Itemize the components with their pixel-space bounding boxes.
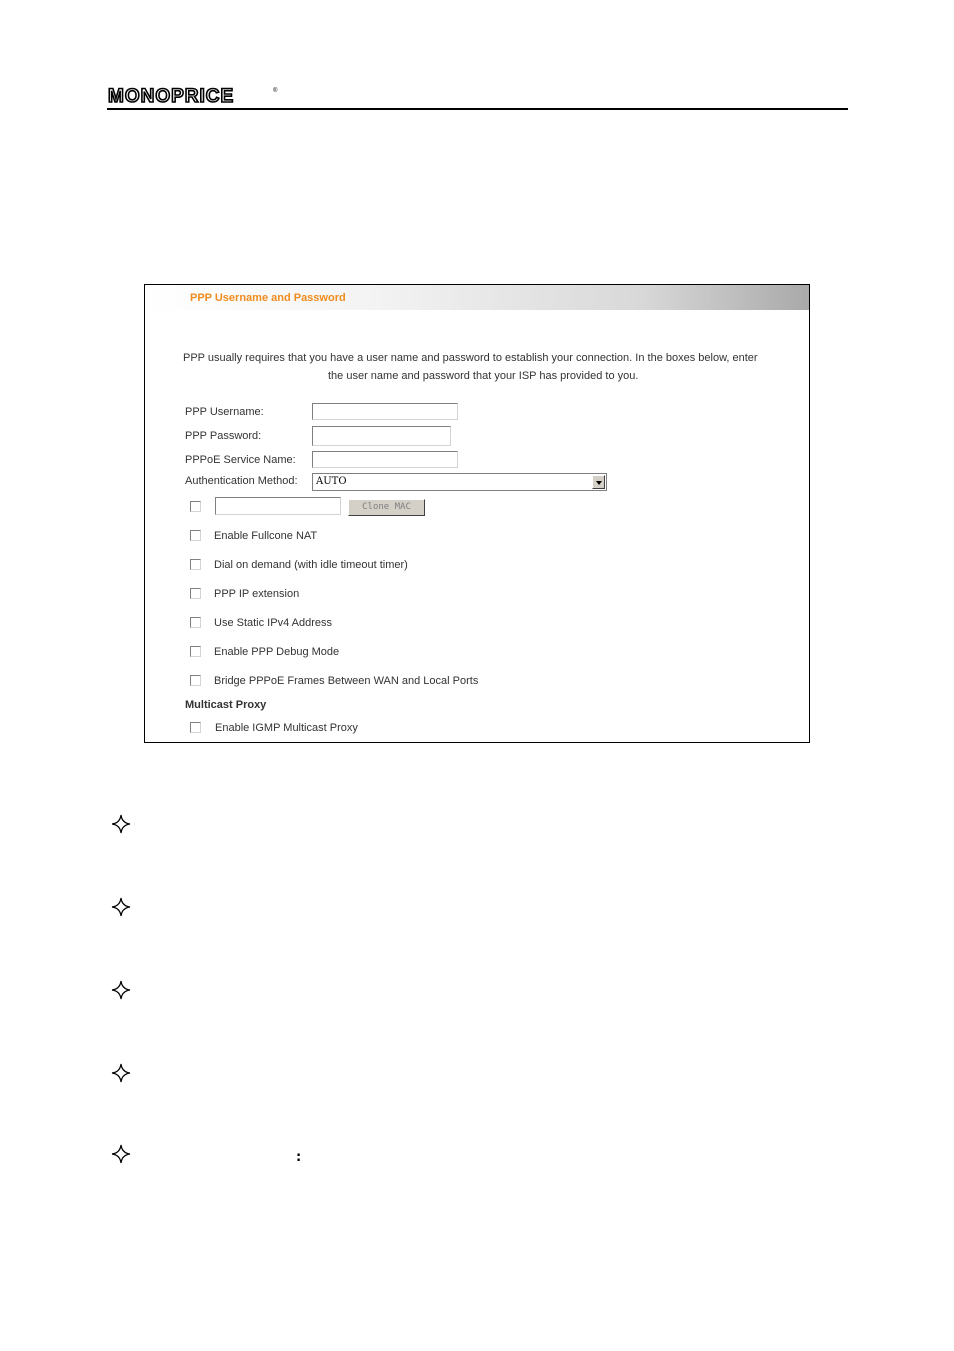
ppp-ip-extension-label: PPP IP extension [214, 588, 300, 600]
username-label: PPP Username: [185, 406, 264, 418]
dial-on-demand-label: Dial on demand (with idle timeout timer) [214, 559, 408, 571]
static-ipv4-checkbox[interactable] [190, 617, 201, 628]
fullcone-nat-checkbox[interactable] [190, 530, 201, 541]
auth-method-label: Authentication Method: [185, 475, 298, 487]
mac-address-input[interactable] [215, 497, 341, 515]
sparkle-bullet-icon [111, 980, 131, 1000]
auth-method-select[interactable] [312, 473, 607, 491]
password-input[interactable] [312, 426, 451, 446]
auth-method-value: AUTO [316, 476, 347, 487]
sparkle-bullet-icon [111, 1063, 131, 1083]
panel-title-bar [145, 285, 809, 310]
service-name-label: PPPoE Service Name: [185, 454, 296, 466]
static-ipv4-label: Use Static IPv4 Address [214, 617, 332, 629]
username-input[interactable] [312, 403, 458, 420]
fullcone-nat-label: Enable Fullcone NAT [214, 530, 318, 542]
mac-clone-checkbox[interactable] [190, 501, 201, 512]
igmp-proxy-label: Enable IGMP Multicast Proxy [215, 722, 358, 734]
password-label: PPP Password: [185, 430, 262, 442]
intro-line-1: PPP usually requires that you have a user name and password to establish your connection. In the boxes below, enter [183, 352, 758, 364]
svg-text:MONOPRICE: MONOPRICE [108, 86, 235, 106]
ppp-debug-checkbox[interactable] [190, 646, 201, 657]
sparkle-bullet-icon [111, 814, 131, 834]
monoprice-logo [108, 84, 288, 108]
sparkle-bullet-icon [111, 1144, 131, 1164]
panel-title: PPP Username and Password [190, 292, 346, 304]
bridge-pppoe-checkbox[interactable] [190, 675, 201, 686]
dial-on-demand-checkbox[interactable] [190, 559, 201, 570]
chevron-down-icon[interactable] [592, 475, 605, 489]
intro-text [183, 349, 810, 385]
igmp-proxy-checkbox[interactable] [190, 722, 201, 733]
ppp-debug-label: Enable PPP Debug Mode [214, 646, 340, 658]
multicast-proxy-heading: Multicast Proxy [185, 699, 267, 711]
intro-line-2: the user name and password that your ISP has provided to you. [328, 370, 639, 382]
ppp-settings-panel [144, 284, 810, 743]
colon-mark: : [296, 1150, 302, 1165]
clone-mac-button[interactable]: Clone MAC [348, 499, 425, 516]
ppp-ip-extension-checkbox[interactable] [190, 588, 201, 599]
header-rule [107, 108, 848, 110]
service-name-input[interactable] [312, 451, 458, 468]
svg-text:®: ® [273, 88, 278, 94]
bridge-pppoe-label: Bridge PPPoE Frames Between WAN and Local Ports [214, 675, 479, 687]
sparkle-bullet-icon [111, 897, 131, 917]
